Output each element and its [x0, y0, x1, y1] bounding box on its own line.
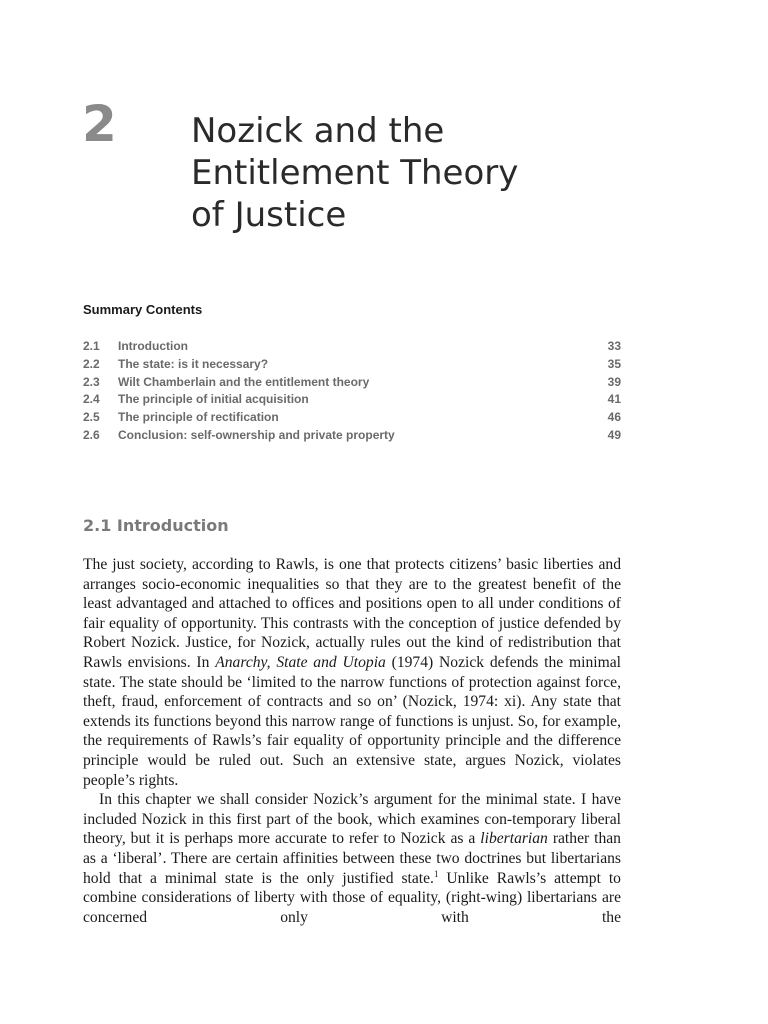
toc-entry-page: 49 [607, 427, 621, 442]
toc-entry-title: The state: is it necessary? [118, 356, 269, 371]
summary-contents-heading: Summary Contents [83, 302, 203, 317]
toc-entry-title: The principle of initial acquisition [118, 392, 309, 407]
summary-contents-list [83, 338, 621, 445]
toc-entry-number: 2.2 [83, 356, 100, 371]
chapter-title-line: Entitlement Theory [191, 153, 519, 193]
toc-entry [83, 374, 621, 392]
body-text [83, 555, 621, 927]
toc-entry-number: 2.1 [83, 339, 100, 353]
toc-entry-title: The principle of rectification [118, 410, 279, 425]
paragraph-text: rather than as a ‘liberal’. There are certain affinities between these two doctrines but libertarians hold that a minimal state is the only justified state. [83, 830, 621, 887]
toc-entry-page: 35 [607, 356, 621, 371]
toc-entry [83, 356, 621, 374]
toc-entry-title: Conclusion: self-ownership and private property [118, 427, 395, 442]
toc-entry-number: 2.5 [83, 410, 100, 425]
toc-entry [83, 338, 621, 356]
toc-entry-number: 2.6 [83, 427, 100, 442]
paragraph-text: In this chapter we shall consider Nozick’s argument for the minimal state. I have included Nozick in this first part of the book, which examines con-temporary liberal theory, but it is perhaps more accurate to refer to Nozick as a [83, 791, 621, 848]
toc-entry [83, 391, 621, 409]
toc-entry [83, 427, 621, 445]
toc-entry-page: 39 [607, 374, 621, 389]
toc-entry-page: 46 [607, 410, 621, 425]
chapter-title-line: of Justice [191, 195, 347, 235]
toc-entry-title: Wilt Chamberlain and the entitlement theory [118, 374, 370, 389]
paragraph [83, 555, 621, 790]
toc-entry [83, 409, 621, 427]
toc-entry-page: 41 [607, 392, 621, 407]
toc-entry-page: 33 [607, 339, 621, 353]
paragraph-text: The just society, according to Rawls, is one that protects citizens’ basic liberties and arranges socio-economic inequalities so that they are to the greatest benefit of the least advantaged and attached to offices and positions open to all under conditions of fair equality of opportunity. This contrasts with the conception of justice defended by Robert Nozick. Justice, for Nozick, actually rules out the kind of redistribution that Rawls envisions. In [83, 556, 621, 671]
paragraph-text: Unlike Rawls’s attempt to combine considerations of liberty with those of equality, (right-wing) libertarians are concerned only with the [83, 869, 621, 926]
section-heading: 2.1 Introduction [83, 516, 229, 535]
footnote-marker[interactable]: 1 [433, 868, 439, 879]
chapter-title-line: Nozick and the [191, 111, 445, 151]
emphasis: libertarian [480, 830, 548, 848]
paragraph-text: (1974) Nozick defends the minimal state. The state should be ‘limited to the narrow functions of protection against force, theft, fraud, enforcement of contracts and so on’ (Nozick, 1974: xi). Any state that extends its functions beyond this narrow range of functions is unjust. So, for example, the requirements of Rawls’s fair equality of opportunity principle and the difference principle would be ruled out. Such an extensive state, argues Nozick, violates people’s rights. [83, 653, 621, 789]
toc-entry-number: 2.4 [83, 392, 100, 407]
chapter-number: 2 [82, 95, 117, 153]
toc-entry-number: 2.3 [83, 374, 100, 389]
book-title: Anarchy, State and Utopia [215, 653, 386, 671]
toc-entry-title: Introduction [118, 339, 188, 353]
chapter-title [191, 110, 691, 236]
paragraph [83, 790, 621, 927]
